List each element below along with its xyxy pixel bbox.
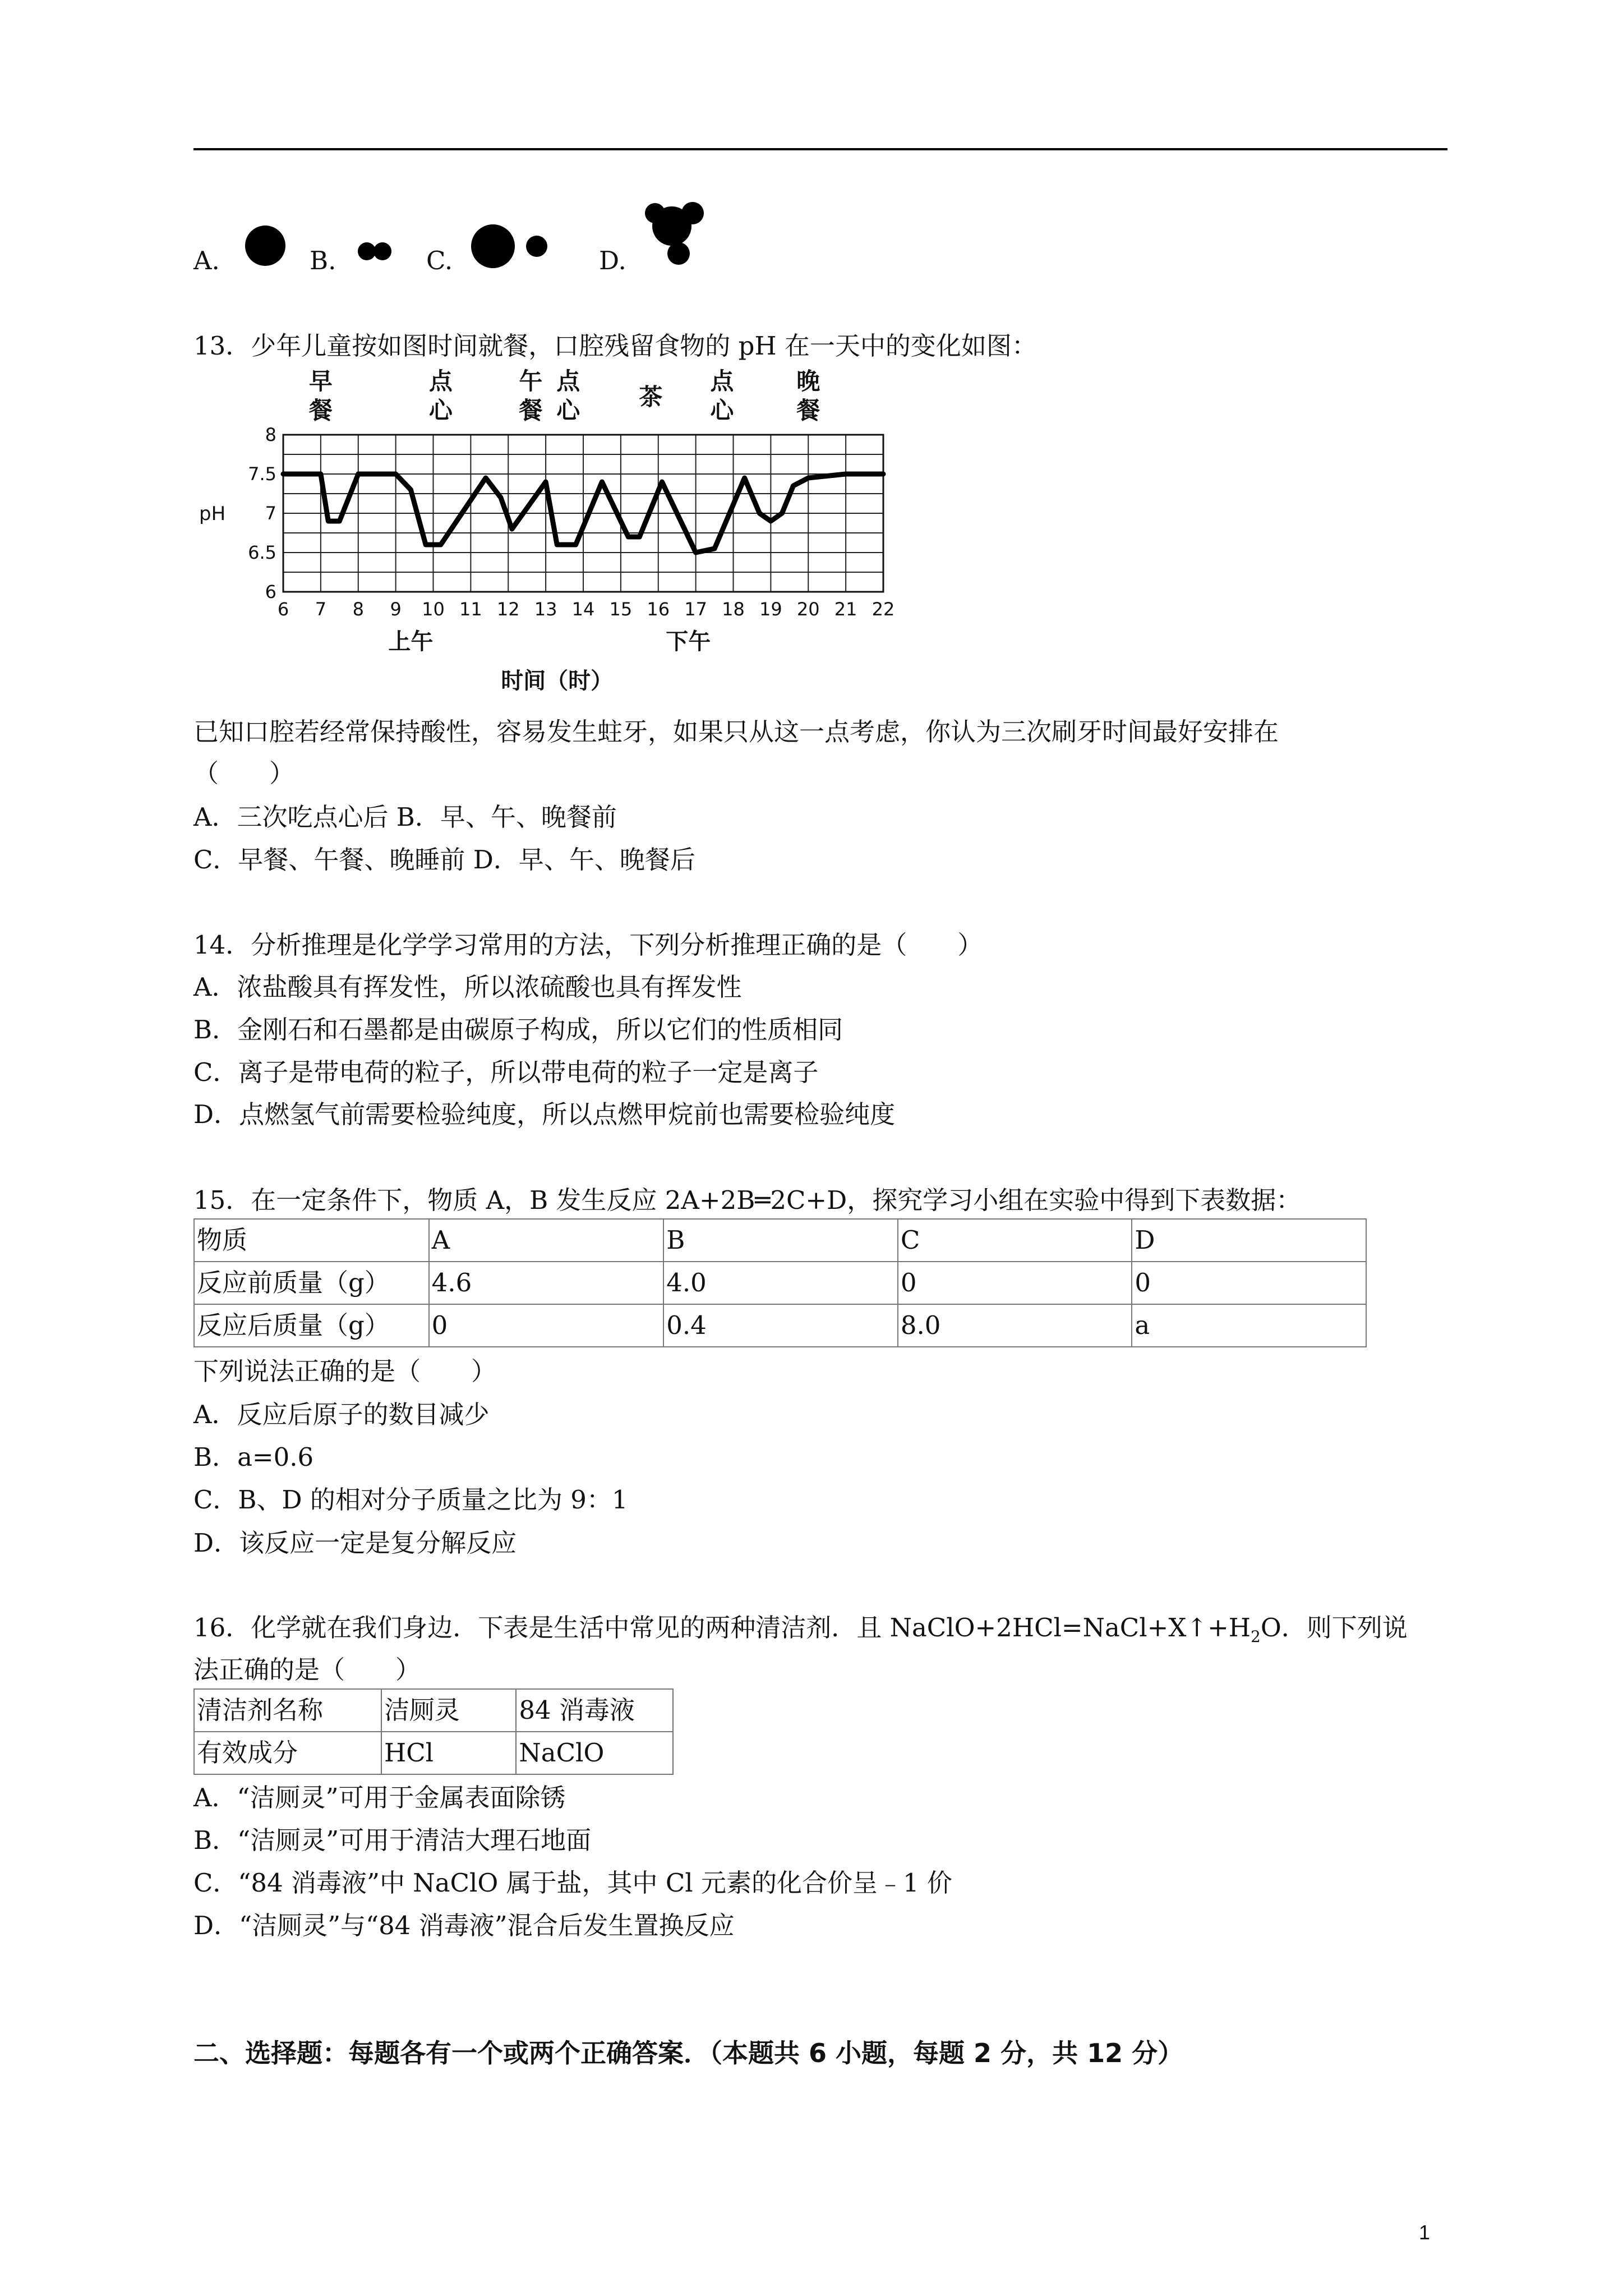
- table-cell: 物质: [194, 1219, 429, 1262]
- chart-x-tick-label: 10: [422, 599, 445, 620]
- chart-period-label: 上午: [388, 629, 434, 655]
- chart-x-tick-label: 8: [352, 599, 364, 620]
- q16-stem-part-2: O．则下列说: [1260, 1613, 1408, 1642]
- q16-option-d: D．“洁厕灵”与“84 消毒液”混合后发生置换反应: [193, 1911, 735, 1940]
- q15-option-a: A．反应后原子的数目减少: [193, 1400, 490, 1429]
- chart-y-tick-label: 6: [265, 581, 276, 602]
- table-cell: 4.6: [429, 1262, 664, 1304]
- table-cell: 反应后质量（g）: [194, 1304, 429, 1347]
- chart-meal-label: 早餐: [308, 367, 333, 424]
- q16-stem-part-1: 16．化学就在我们身边．下表是生活中常见的两种清洁剂．且 NaClO+2HCl=NaCl+X↑+H: [193, 1613, 1251, 1642]
- q12-option-d-label: D.: [599, 246, 626, 275]
- header-rule: [193, 148, 1447, 150]
- q15-option-b: B．a=0.6: [193, 1442, 314, 1472]
- q14-option-d: D．点燃氢气前需要检验纯度，所以点燃甲烷前也需要检验纯度: [193, 1099, 896, 1129]
- chart-x-tick-label: 16: [647, 599, 670, 620]
- table-row: [194, 1304, 1366, 1347]
- table-cell: C: [898, 1219, 1132, 1262]
- table-cell: 4.0: [663, 1262, 898, 1304]
- chart-meal-label: 晚餐: [796, 367, 820, 424]
- q15-data-table: [193, 1218, 1367, 1347]
- table-cell: D: [1132, 1219, 1366, 1262]
- chart-meal-label: 茶: [639, 383, 663, 411]
- q16-subscript: 2: [1251, 1627, 1261, 1646]
- chart-y-tick-label: 7.5: [248, 463, 276, 485]
- q16-stem-line-1: [193, 1611, 1408, 1654]
- table-cell: 0: [898, 1262, 1132, 1304]
- q15-stem: 15．在一定条件下，物质 A，B 发生反应 2A+2B═2C+D，探究学习小组在实验中得到下表数据：: [193, 1185, 1302, 1215]
- chart-x-tick-label: 14: [571, 599, 595, 620]
- page-number: 1: [1419, 2221, 1431, 2244]
- chart-x-tick-label: 15: [609, 599, 633, 620]
- q12-option-c-atom-small: [526, 236, 547, 257]
- q13-paren: （ ）: [193, 758, 295, 788]
- chart-x-tick-label: 17: [684, 599, 707, 620]
- table-cell: 清洁剂名称: [194, 1689, 381, 1732]
- ph-chart: [193, 365, 928, 712]
- table-row: [194, 1732, 673, 1774]
- table-cell: 0: [1132, 1262, 1366, 1304]
- chart-x-tick-label: 7: [315, 599, 327, 620]
- table-cell: HCl: [381, 1732, 516, 1774]
- q16-option-c: C．“84 消毒液”中 NaClO 属于盐，其中 Cl 元素的化合价呈﹣1 价: [193, 1868, 952, 1898]
- table-cell: 8.0: [898, 1304, 1132, 1347]
- chart-y-tick-label: 8: [265, 424, 276, 445]
- chart-x-tick-label: 18: [722, 599, 745, 620]
- table-cell: 洁厕灵: [381, 1689, 516, 1732]
- q15-after-table: 下列说法正确的是（ ）: [193, 1356, 497, 1386]
- q13-options-line-2: C．早餐、午餐、晚睡前 D．早、午、晚餐后: [193, 845, 695, 875]
- chart-meal-label: 点心: [428, 367, 453, 424]
- q12-option-b-atom-2: [374, 242, 391, 260]
- q14-option-b: B．金刚石和石墨都是由碳原子构成，所以它们的性质相同: [193, 1015, 843, 1045]
- q14-stem: 14．分析推理是化学学习常用的方法，下列分析推理正确的是（ ）: [193, 930, 983, 960]
- chart-x-tick-label: 12: [496, 599, 520, 620]
- q12-option-a-label: A.: [193, 246, 220, 275]
- table-row: [194, 1689, 673, 1732]
- q13-text: 已知口腔若经常保持酸性，容易发生蛀牙，如果只从这一点考虑，你认为三次刷牙时间最好安排在: [193, 717, 1279, 747]
- q12-option-d-atom-3: [667, 242, 690, 265]
- chart-x-tick-label: 22: [872, 599, 895, 620]
- table-cell: 84 消毒液: [516, 1689, 673, 1732]
- q16-cleaner-table: [193, 1688, 674, 1775]
- chart-x-tick-label: 19: [759, 599, 782, 620]
- chart-x-tick-label: 6: [277, 599, 289, 620]
- table-cell: NaClO: [516, 1732, 673, 1774]
- table-cell: 反应前质量（g）: [194, 1262, 429, 1304]
- section-2-heading: 二、选择题：每题各有一个或两个正确答案．（本题共 6 小题，每题 2 分，共 12 分）: [193, 2038, 1184, 2068]
- table-cell: 0.4: [663, 1304, 898, 1347]
- table-cell: 0: [429, 1304, 664, 1347]
- chart-meal-label: 点心: [710, 367, 734, 424]
- q16-option-a: A．“洁厕灵”可用于金属表面除锈: [193, 1783, 566, 1812]
- chart-x-tick-label: 11: [459, 599, 482, 620]
- q13-stem: 13．少年儿童按如图时间就餐，口腔残留食物的 pH 在一天中的变化如图：: [193, 331, 1037, 361]
- chart-x-tick-label: 13: [534, 599, 557, 620]
- q16-option-b: B．“洁厕灵”可用于清洁大理石地面: [193, 1825, 592, 1855]
- q12-option-d-atom-1: [681, 202, 704, 224]
- q14-option-c: C．离子是带电荷的粒子，所以带电荷的粒子一定是离子: [193, 1057, 819, 1087]
- q16-stem-line-2: 法正确的是（ ）: [193, 1655, 421, 1685]
- chart-y-axis-label: pH: [199, 503, 226, 525]
- q14-option-a: A．浓盐酸具有挥发性，所以浓硫酸也具有挥发性: [193, 972, 742, 1002]
- chart-x-axis-label: 时间（时）: [501, 668, 614, 694]
- chart-meal-label: 午餐: [519, 367, 543, 424]
- chart-x-tick-label: 20: [796, 599, 820, 620]
- q12-option-c-label: C.: [426, 246, 453, 275]
- table-cell: 有效成分: [194, 1732, 381, 1774]
- table-cell: A: [429, 1219, 664, 1262]
- q13-options-line-1: A．三次吃点心后 B．早、午、晚餐前: [193, 802, 617, 832]
- table-cell: B: [663, 1219, 898, 1262]
- q12-option-d-atom-2: [645, 203, 665, 223]
- q12-option-b-label: B.: [310, 246, 336, 275]
- chart-x-tick-label: 9: [390, 599, 402, 620]
- chart-y-tick-label: 6.5: [248, 542, 276, 563]
- q15-option-d: D．该反应一定是复分解反应: [193, 1528, 517, 1558]
- chart-period-label: 下午: [666, 629, 711, 655]
- chart-x-tick-label: 21: [834, 599, 857, 620]
- q12-option-a-atom: [245, 226, 285, 266]
- table-cell: a: [1132, 1304, 1366, 1347]
- chart-y-tick-label: 7: [265, 503, 276, 524]
- q15-option-c: C．B、D 的相对分子质量之比为 9：1: [193, 1485, 628, 1515]
- table-row: [194, 1219, 1366, 1262]
- q12-option-c-atom-large: [471, 224, 515, 268]
- chart-meal-label: 点心: [556, 367, 580, 424]
- table-row: [194, 1262, 1366, 1304]
